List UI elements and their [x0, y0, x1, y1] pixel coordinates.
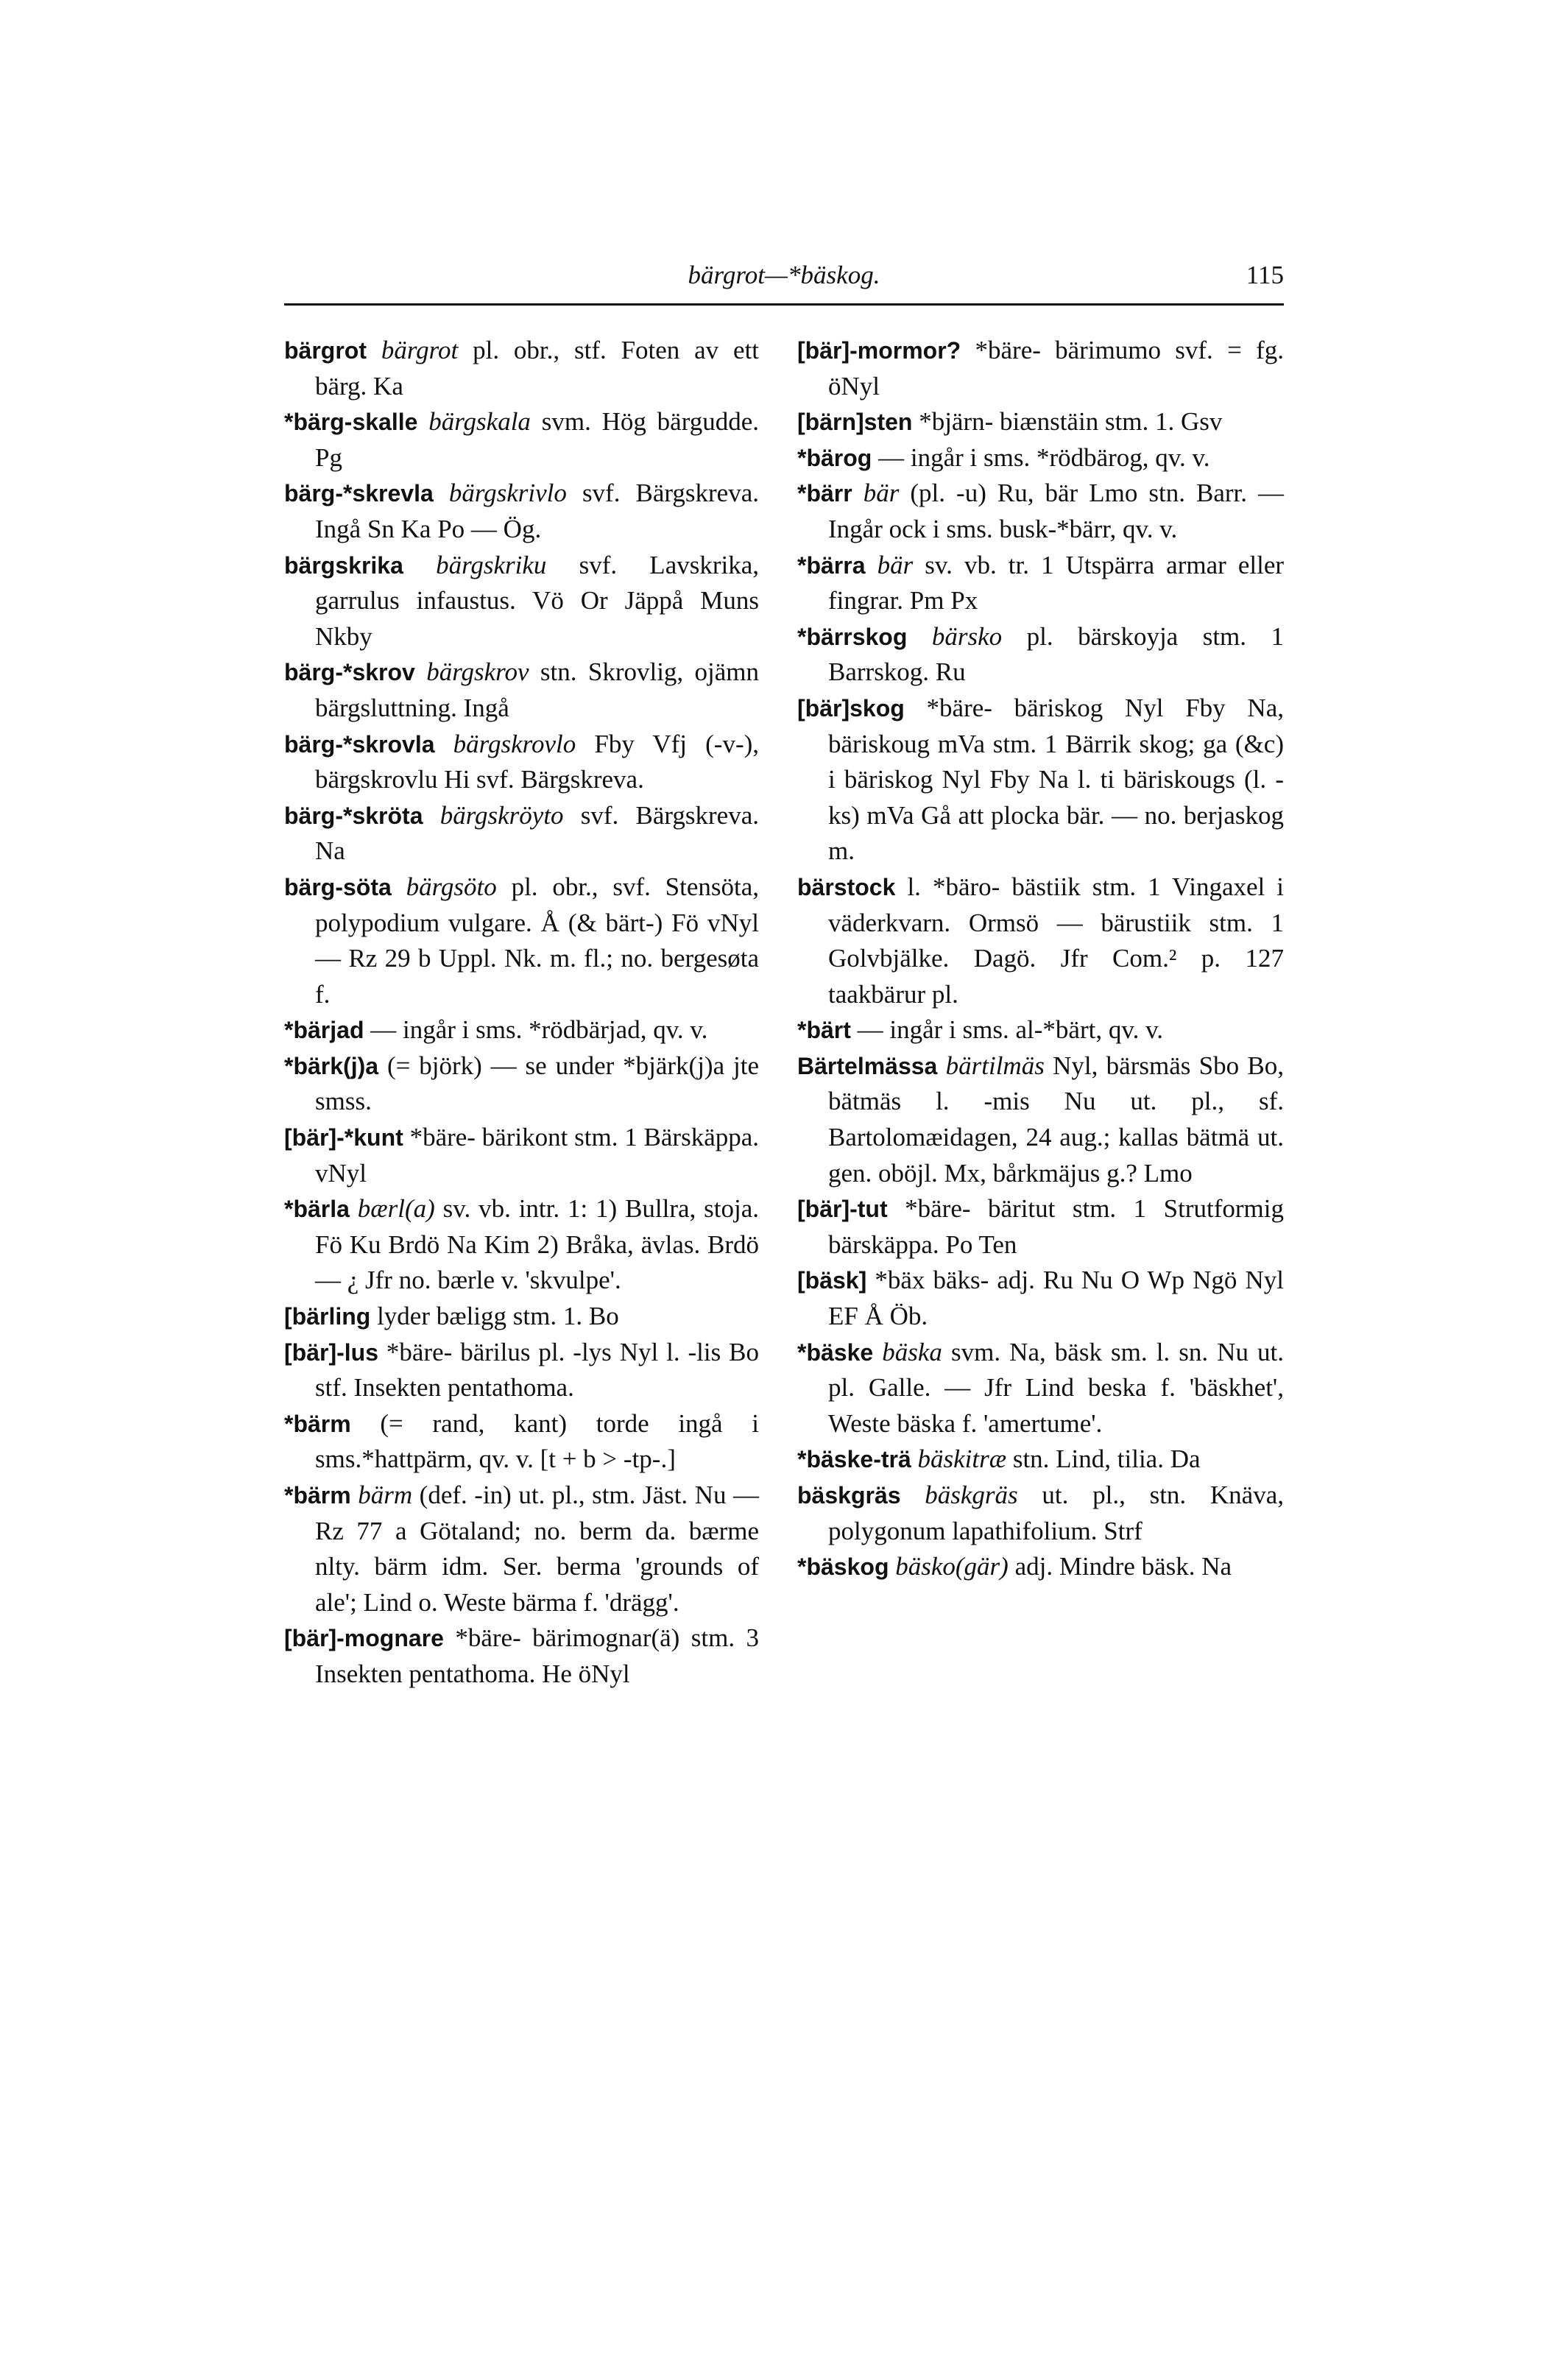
headword: *bärla [284, 1196, 350, 1223]
dictionary-entry [284, 404, 759, 476]
headword: [bär]-mormor? [797, 337, 961, 364]
entry-text: pl. bärskoyja stm. 1 Barrskog. Ru [828, 621, 1285, 687]
entry-text: Nyl, bärsmäs Sbo Bo, bätmäs l. -mis Nu ut. pl., sf. Bartolomæidagen, 24 aug.; kallas bätmä ut. gen. oböjl. Mx, bårkmäjus g.? Lmo [828, 1051, 1285, 1188]
entry-text: (def. -in) ut. pl., stm. Jäst. Nu — Rz 77 a Götaland; no. berm da. bærme nlty. bärm idm. Ser. berma 'grounds of ale'; Lind o. Weste bärma f. 'drägg'. [315, 1481, 760, 1617]
entry-text: lyder bæligg stm. 1. Bo [377, 1302, 619, 1331]
entry-text: *bäre- bäritut stm. 1 Strutformig bärskäppa. Po Ten [828, 1194, 1285, 1259]
dictionary-entry [284, 1406, 759, 1478]
dictionary-entry [284, 548, 759, 655]
running-head: bärgrot—*bäskog. [688, 261, 880, 289]
entry-text: pl. obr., svf. Stensöta, polypodium vulgare. Å (& bärt-) Fö vNyl — Rz 29 b Uppl. Nk. m. fl.; no. bergesøta f. [315, 872, 760, 1009]
headword: [bärn]sten [797, 409, 913, 436]
dialect-form: bärgsöto [406, 872, 497, 901]
headword: bärgskrika [284, 551, 403, 579]
dictionary-entry [284, 1191, 759, 1299]
headword: bärg-*skrovla [284, 730, 435, 758]
headword: *bäske [797, 1338, 874, 1366]
dictionary-entry [284, 1120, 759, 1191]
entry-text: stn. Skrovlig, ojämn bärgsluttning. Ingå [315, 657, 760, 722]
dictionary-entry [797, 1012, 1284, 1048]
headword: *bärt [797, 1017, 851, 1044]
entry-text: — ingår i sms. *rödbärog, qv. v. [878, 442, 1210, 472]
headword: bäskgräs [797, 1482, 901, 1509]
dictionary-entry [284, 1620, 759, 1692]
dictionary-entry [284, 1048, 759, 1120]
headword: *bärjad [284, 1017, 364, 1044]
dialect-form: bärgskröyto [439, 800, 564, 830]
dialect-form: bäsko(gär) [895, 1552, 1009, 1581]
dialect-form: bärsko [931, 621, 1003, 651]
headword: *bäske-trä [797, 1446, 911, 1473]
dictionary-entry [284, 798, 759, 869]
entry-text: (pl. -u) Ru, bär Lmo stn. Barr. — Ingår ock i sms. busk-*bärr, qv. v. [828, 479, 1285, 543]
headword: [bärling [284, 1303, 371, 1330]
dialect-form: bärgskrov [426, 657, 529, 687]
headword: *bärg-skalle [284, 409, 418, 436]
entry-text: l. *bäro- bästiik stm. 1 Vingaxel i väderkvarn. Ormsö — bärustiik stm. 1 Golvbjälke. Dagö. Jfr Com.² p. 127 taakbärur pl. [828, 872, 1285, 1009]
entry-text: ut. pl., stn. Knäva, polygonum lapathifolium. Strf [828, 1481, 1284, 1545]
entry-text: — ingår i sms. *rödbärjad, qv. v. [370, 1015, 708, 1045]
header-rule [284, 303, 1284, 306]
headword: bärg-*skrov [284, 659, 415, 686]
entry-text: *bjärn- biænstäin stm. 1. Gsv [919, 407, 1223, 437]
dictionary-entry [797, 1263, 1284, 1334]
dictionary-entry [284, 333, 759, 404]
headword: Bärtelmässa [797, 1052, 938, 1079]
dictionary-entry [284, 1335, 759, 1406]
dictionary-entry [284, 1299, 759, 1335]
dictionary-entry [284, 476, 759, 547]
dictionary-entry [284, 727, 759, 798]
entry-text: svm. Hög bärgudde. Pg [315, 407, 760, 472]
headword: *bärk(j)a [284, 1052, 379, 1079]
entry-text: adj. Mindre bäsk. Na [1014, 1552, 1232, 1581]
entry-text: *bäx bäks- adj. Ru Nu O Wp Ngö Nyl EF Å Öb. [828, 1266, 1284, 1331]
entry-text: sv. vb. tr. 1 Utspärra armar eller fingrar. Pm Px [828, 550, 1285, 615]
entry-text: *bäre- bäriskog Nyl Fby Na, bäriskoug mVa stm. 1 Bärrik skog; ga (&c) i bäriskog Nyl Fby Na l. ti bäriskougs (l. -ks) mVa Gå att plocka bär. — no. berjaskog m. [828, 693, 1284, 866]
dictionary-entry [797, 440, 1284, 476]
page-number: 115 [1246, 261, 1284, 289]
dictionary-entry [797, 619, 1284, 691]
entry-text: (= rand, kant) torde ingå i sms.*hattpärm, qv. v. [t + b > -tp-.] [315, 1408, 760, 1474]
dictionary-entry [797, 1549, 1284, 1585]
entry-text: svm. Na, bäsk sm. l. sn. Nu ut. pl. Galle. — Jfr Lind beska f. 'bäskhet', Weste bäska f. 'amertume'. [828, 1337, 1285, 1438]
entry-text: (= björk) — se under *bjärk(j)a jte smss. [315, 1051, 759, 1116]
headword: *bärog [797, 444, 872, 471]
entry-text: *bäre- bärikont stm. 1 Bärskäppa. vNyl [315, 1123, 760, 1188]
dictionary-entry [284, 655, 759, 726]
entry-text: stn. Lind, tilia. Da [1012, 1444, 1201, 1474]
headword: *bäskog [797, 1553, 889, 1581]
headword: [bäsk] [797, 1267, 867, 1294]
dictionary-entry [797, 1478, 1284, 1549]
entry-text: svf. Bärgskreva. Na [315, 800, 759, 866]
headword: *bärr [797, 480, 852, 507]
entry-text: Fby Vfj (-v-), bärgskrovlu Hi svf. Bärgskreva. [315, 729, 760, 794]
dialect-form: bäskitræ [917, 1444, 1007, 1474]
entry-text: *bäre- bärilus pl. -lys Nyl l. -lis Bo stf. Insekten pentathoma. [315, 1337, 760, 1403]
dictionary-entry [797, 333, 1284, 404]
right-column [797, 333, 1284, 1585]
dictionary-entry [797, 1048, 1284, 1191]
entry-text: — ingår i sms. al-*bärt, qv. v. [857, 1015, 1164, 1045]
entry-text: sv. vb. intr. 1: 1) Bullra, stoja. Fö Ku Brdö Na Kim 2) Bråka, ävlas. Brdö — ¿ Jfr no. bærle v. 'skvulpe'. [315, 1194, 760, 1295]
dictionary-entry [797, 404, 1284, 440]
headword: bärg-söta [284, 873, 392, 900]
headword: [bär]-lus [284, 1338, 378, 1366]
entry-text: pl. obr., stf. Foten av ett bärg. Ka [315, 336, 760, 401]
dictionary-entry [284, 1478, 759, 1620]
dialect-form: bärgskrovlo [453, 729, 576, 758]
dialect-form: bærl(a) [357, 1194, 435, 1224]
dictionary-entry [797, 691, 1284, 869]
headword: [bär]-mognare [284, 1625, 444, 1652]
headword: [bär]-tut [797, 1196, 888, 1223]
dialect-form: bär [863, 479, 900, 508]
dictionary-entry [797, 869, 1284, 1012]
dictionary-entry [284, 869, 759, 1012]
dialect-form: bärgskriku [436, 550, 547, 579]
entry-text: *bäre- bärimumo svf. = fg. öNyl [828, 336, 1284, 401]
headword: [bär]skog [797, 694, 905, 722]
dictionary-entry [284, 1012, 759, 1048]
dialect-form: bärgrot [381, 336, 459, 364]
entry-text: *bäre- bärimognar(ä) stm. 3 Insekten pentathoma. He öNyl [315, 1623, 760, 1688]
headword: *bärra [797, 551, 866, 579]
headword: *bärrskog [797, 623, 908, 650]
dictionary-entry [797, 1335, 1284, 1442]
headword: bärstock [797, 873, 896, 900]
entry-text: svf. Bärgskreva. Ingå Sn Ka Po — Ög. [315, 479, 759, 543]
page-header [284, 259, 1284, 296]
dialect-form: bäskgräs [925, 1481, 1018, 1509]
dialect-form: bär [877, 550, 914, 579]
dialect-form: bärm [358, 1481, 413, 1509]
headword: bärg-*skrevla [284, 480, 434, 507]
headword: bärgrot [284, 337, 367, 364]
headword: [bär]-*kunt [284, 1124, 403, 1151]
dialect-form: bärgskrivlo [448, 479, 567, 508]
dialect-form: bäska [882, 1337, 942, 1366]
headword: *bärm [284, 1482, 351, 1509]
dictionary-entry [797, 548, 1284, 619]
headword: *bärm [284, 1410, 351, 1437]
dictionary-entry [797, 476, 1284, 547]
entry-text: svf. Lavskrika, garrulus infaustus. Vö Or Jäppå Muns Nkby [315, 550, 760, 651]
dialect-form: bärgskala [428, 407, 531, 437]
left-column [284, 333, 759, 1693]
dictionary-entry [797, 1442, 1284, 1478]
dialect-form: bärtilmäs [945, 1051, 1045, 1080]
headword: bärg-*skröta [284, 802, 423, 829]
dictionary-entry [797, 1191, 1284, 1263]
